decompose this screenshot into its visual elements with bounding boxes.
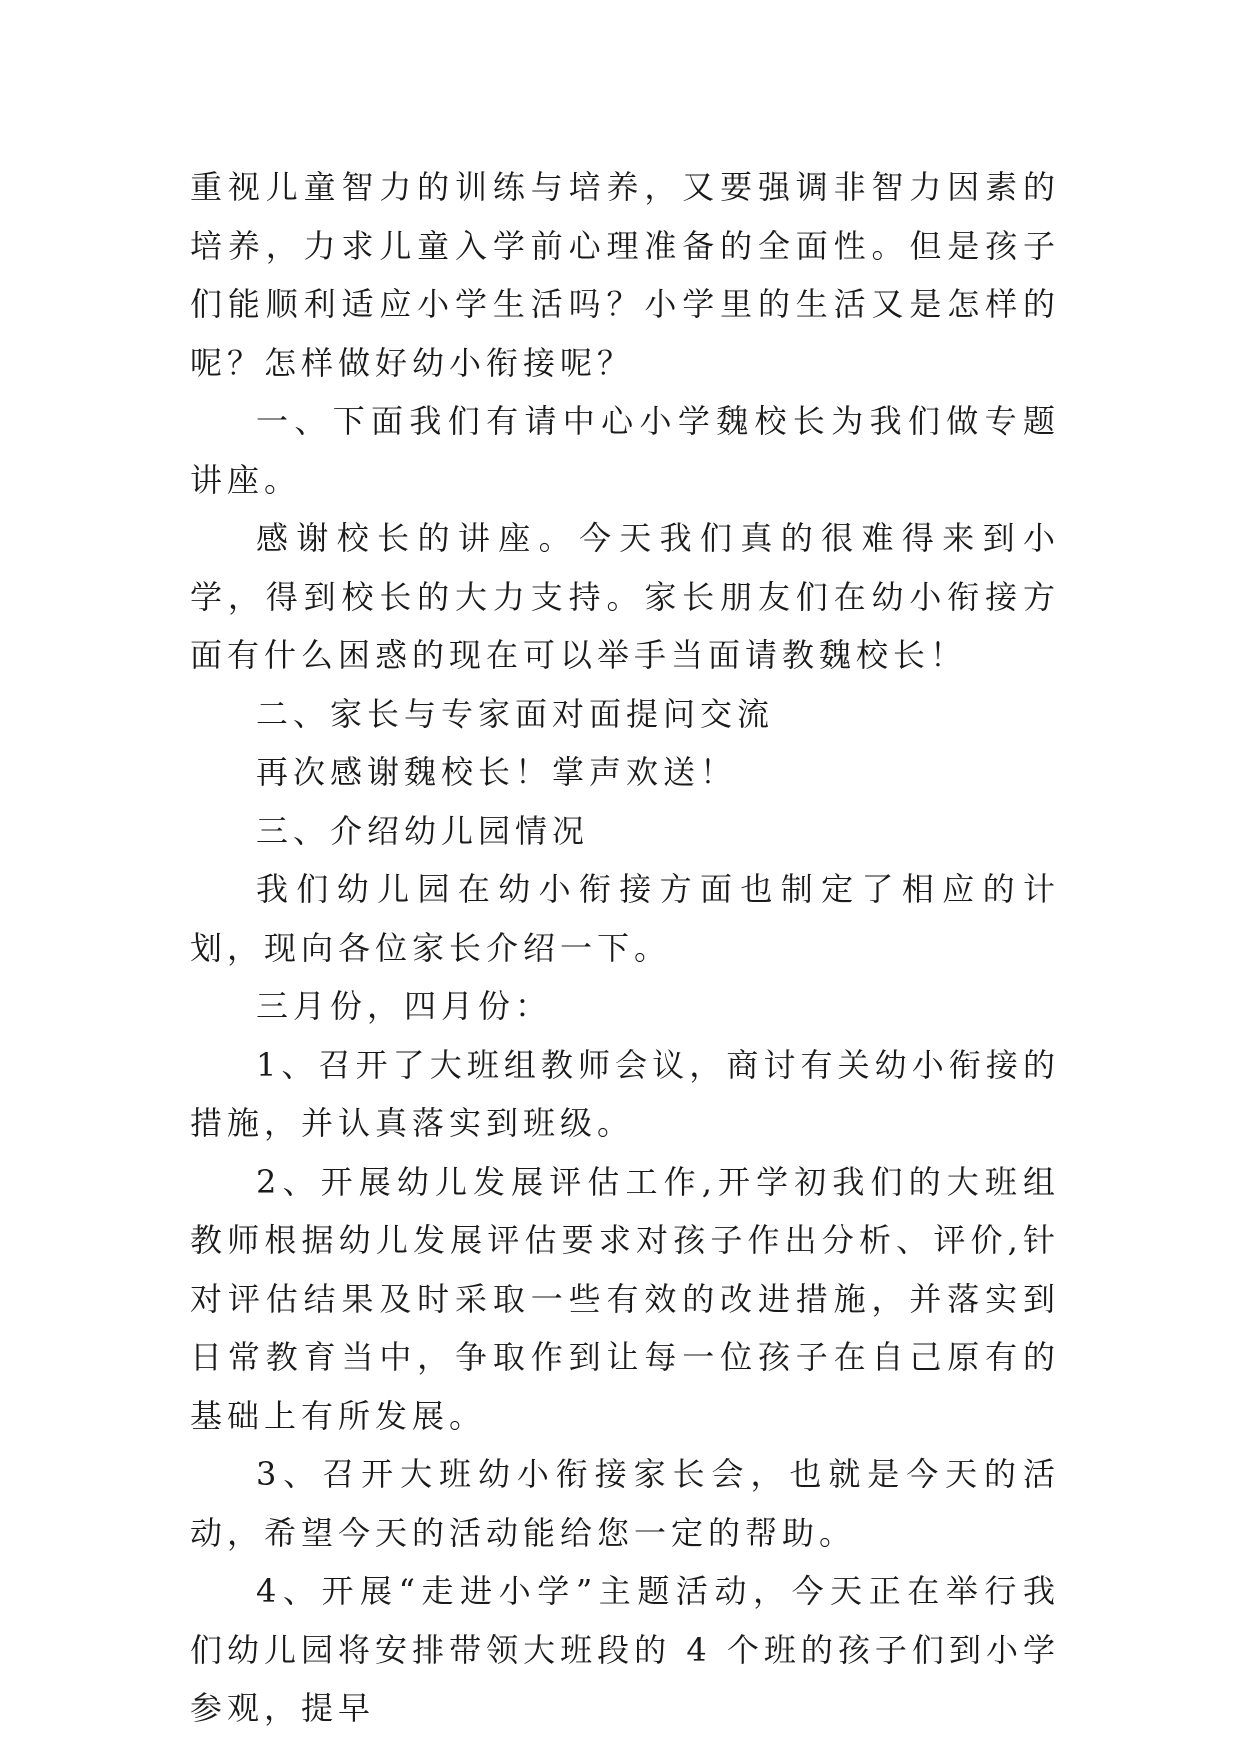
paragraph: 2、开展幼儿发展评估工作,开学初我们的大班组教师根据幼儿发展评估要求对孩子作出分析、评价,针对评估结果及时采取一些有效的改进措施，并落实到日常教育当中，争取作到让每一位孩子在自己原有的基础上有所发展。 <box>190 1162 1060 1435</box>
paragraph: 一、下面我们有请中心小学魏校长为我们做专题讲座。 <box>190 402 1060 499</box>
paragraph: 三、介绍幼儿园情况 <box>256 811 590 850</box>
paragraph: 我们幼儿园在幼小衔接方面也制定了相应的计划，现向各位家长介绍一下。 <box>190 870 1060 967</box>
document-body <box>190 158 1060 1738</box>
paragraph: 重视儿童智力的训练与培养，又要强调非智力因素的培养，力求儿童入学前心理准备的全面性。但是孩子们能顺利适应小学生活吗？小学里的生活又是怎样的呢？怎样做好幼小衔接呢？ <box>190 168 1060 382</box>
paragraph: 再次感谢魏校长！掌声欢送！ <box>256 753 738 791</box>
paragraph: 二、家长与专家面对面提问交流 <box>256 694 775 733</box>
paragraph: 3、召开大班幼小衔接家长会，也就是今天的活动，希望今天的活动能给您一定的帮助。 <box>190 1455 1060 1552</box>
paragraph: 感谢校长的讲座。今天我们真的很难得来到小学，得到校长的大力支持。家长朋友们在幼小衔接方面有什么困惑的现在可以举手当面请教魏校长！ <box>190 519 1060 674</box>
paragraph: 三月份，四月份： <box>256 987 553 1025</box>
paragraph: 1、召开了大班组教师会议，商讨有关幼小衔接的措施，并认真落实到班级。 <box>190 1045 1060 1142</box>
paragraph: 4、开展“走进小学”主题活动，今天正在举行我们幼儿园将安排带领大班段的 4 个班的孩子们到小学参观，提早 <box>190 1572 1060 1727</box>
